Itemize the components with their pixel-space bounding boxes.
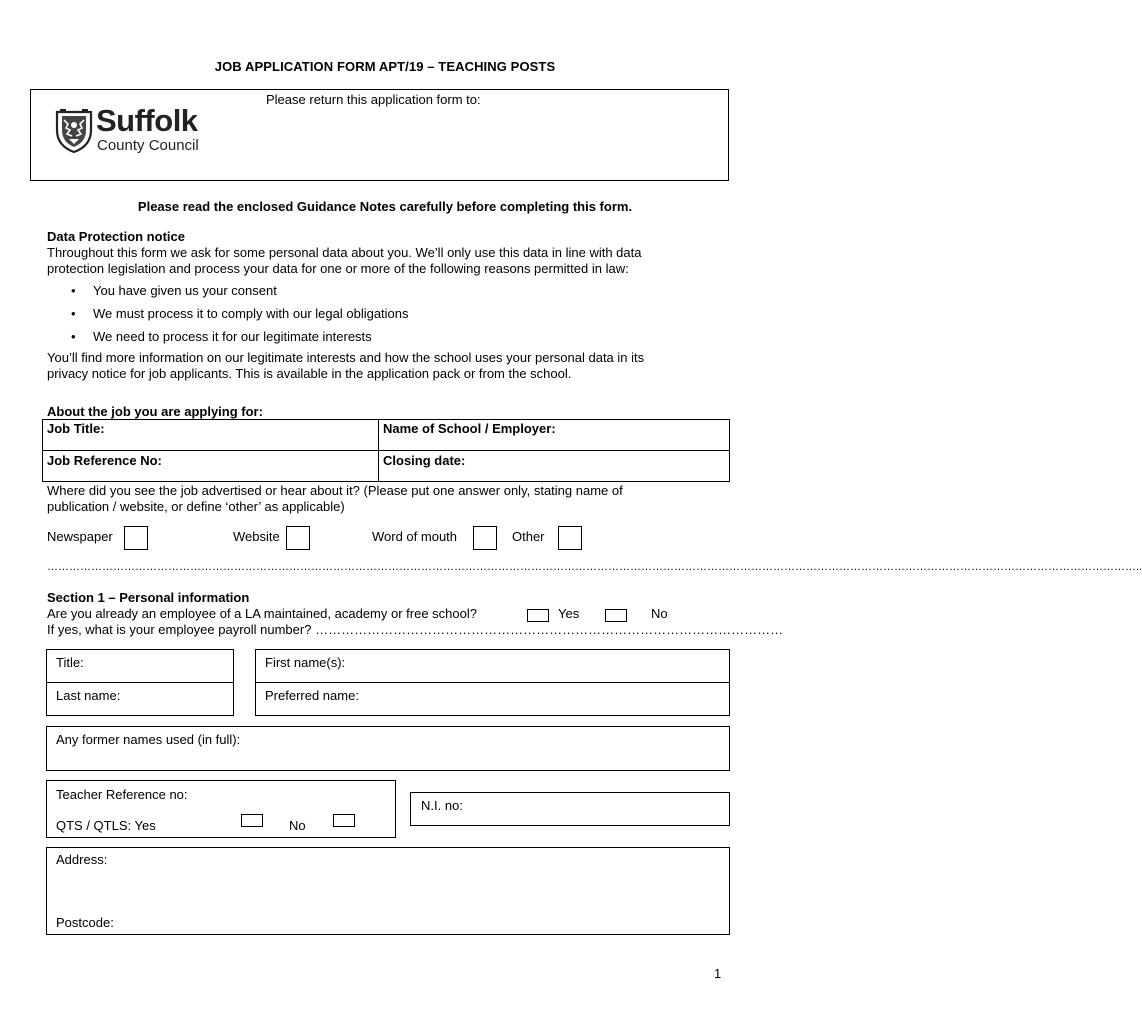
website-label: Website bbox=[233, 529, 280, 544]
bullet-item: • We must process it to comply with our legal obligations bbox=[71, 306, 409, 321]
form-title: JOB APPLICATION FORM APT/19 – TEACHING POSTS bbox=[214, 59, 556, 74]
job-title-field[interactable]: Job Title: bbox=[47, 421, 105, 436]
data-protection-outro-2: privacy notice for job applicants. This is available in the application pack or from the school. bbox=[47, 366, 572, 381]
employee-yes-label: Yes bbox=[558, 606, 580, 621]
teacher-reference-field[interactable]: Teacher Reference no: bbox=[56, 787, 188, 802]
logo-name: Suffolk bbox=[96, 103, 198, 138]
payroll-number-field[interactable]: If yes, what is your employee payroll number? ……………………………………………………………………………………………… bbox=[47, 622, 784, 637]
address-box bbox=[46, 847, 730, 935]
employee-yes-checkbox[interactable] bbox=[527, 609, 549, 622]
bullet-item: • We need to process it for our legitimate interests bbox=[71, 329, 372, 344]
postcode-field[interactable]: Postcode: bbox=[56, 915, 114, 930]
bullet-item: • You have given us your consent bbox=[71, 283, 277, 298]
website-checkbox[interactable] bbox=[286, 526, 310, 550]
return-instruction: Please return this application form to: bbox=[266, 92, 481, 107]
qts-yes-checkbox[interactable] bbox=[241, 814, 263, 827]
guidance-notice: Please read the enclosed Guidance Notes carefully before completing this form. bbox=[137, 199, 633, 214]
logo-subtitle: County Council bbox=[97, 137, 199, 154]
advert-question-2: publication / website, or define ‘other’ as applicable) bbox=[47, 499, 345, 514]
other-checkbox[interactable] bbox=[558, 526, 582, 550]
other-details-line[interactable]: ……………………………………………………………………………………………………………………………………………………………………………………………………………………………………………………………………….. bbox=[47, 561, 1142, 573]
data-protection-outro-1: You’ll find more information on our legitimate interests and how the school uses your personal data in its bbox=[47, 350, 645, 365]
school-name-field[interactable]: Name of School / Employer: bbox=[383, 421, 556, 436]
employee-no-label: No bbox=[651, 606, 668, 621]
address-field[interactable]: Address: bbox=[56, 852, 108, 867]
preferred-name-field[interactable]: Preferred name: bbox=[265, 688, 359, 703]
job-reference-field[interactable]: Job Reference No: bbox=[47, 453, 162, 468]
employee-question: Are you already an employee of a LA maintained, academy or free school? bbox=[47, 606, 477, 621]
former-names-field[interactable]: Any former names used (in full): bbox=[56, 732, 241, 747]
suffolk-crest-icon bbox=[54, 108, 94, 154]
section1-heading: Section 1 – Personal information bbox=[47, 590, 250, 605]
employee-no-checkbox[interactable] bbox=[605, 609, 627, 622]
table-divider bbox=[255, 682, 730, 683]
job-section-heading: About the job you are applying for: bbox=[47, 404, 263, 419]
qts-no-checkbox[interactable] bbox=[333, 814, 355, 827]
first-names-field[interactable]: First name(s): bbox=[265, 655, 346, 670]
closing-date-field[interactable]: Closing date: bbox=[383, 453, 466, 468]
other-label: Other bbox=[512, 529, 545, 544]
title-field[interactable]: Title: bbox=[56, 655, 84, 670]
data-protection-intro-2: protection legislation and process your data for one or more of the following reasons permitted in law: bbox=[47, 261, 629, 276]
last-name-field[interactable]: Last name: bbox=[56, 688, 121, 703]
advert-question-1: Where did you see the job advertised or hear about it? (Please put one answer only, stating name of bbox=[47, 483, 623, 498]
page-number: 1 bbox=[714, 966, 722, 981]
data-protection-heading: Data Protection notice bbox=[47, 229, 185, 244]
table-divider bbox=[42, 450, 730, 451]
qts-no-label: No bbox=[289, 818, 306, 833]
qts-label: QTS / QTLS: Yes bbox=[56, 818, 156, 833]
word-of-mouth-checkbox[interactable] bbox=[473, 526, 497, 550]
word-of-mouth-label: Word of mouth bbox=[372, 529, 458, 544]
ni-number-field[interactable]: N.I. no: bbox=[421, 798, 463, 813]
data-protection-intro-1: Throughout this form we ask for some personal data about you. We’ll only use this data in line with data bbox=[47, 245, 642, 260]
newspaper-checkbox[interactable] bbox=[124, 526, 148, 550]
table-divider bbox=[46, 682, 234, 683]
newspaper-label: Newspaper bbox=[47, 529, 113, 544]
